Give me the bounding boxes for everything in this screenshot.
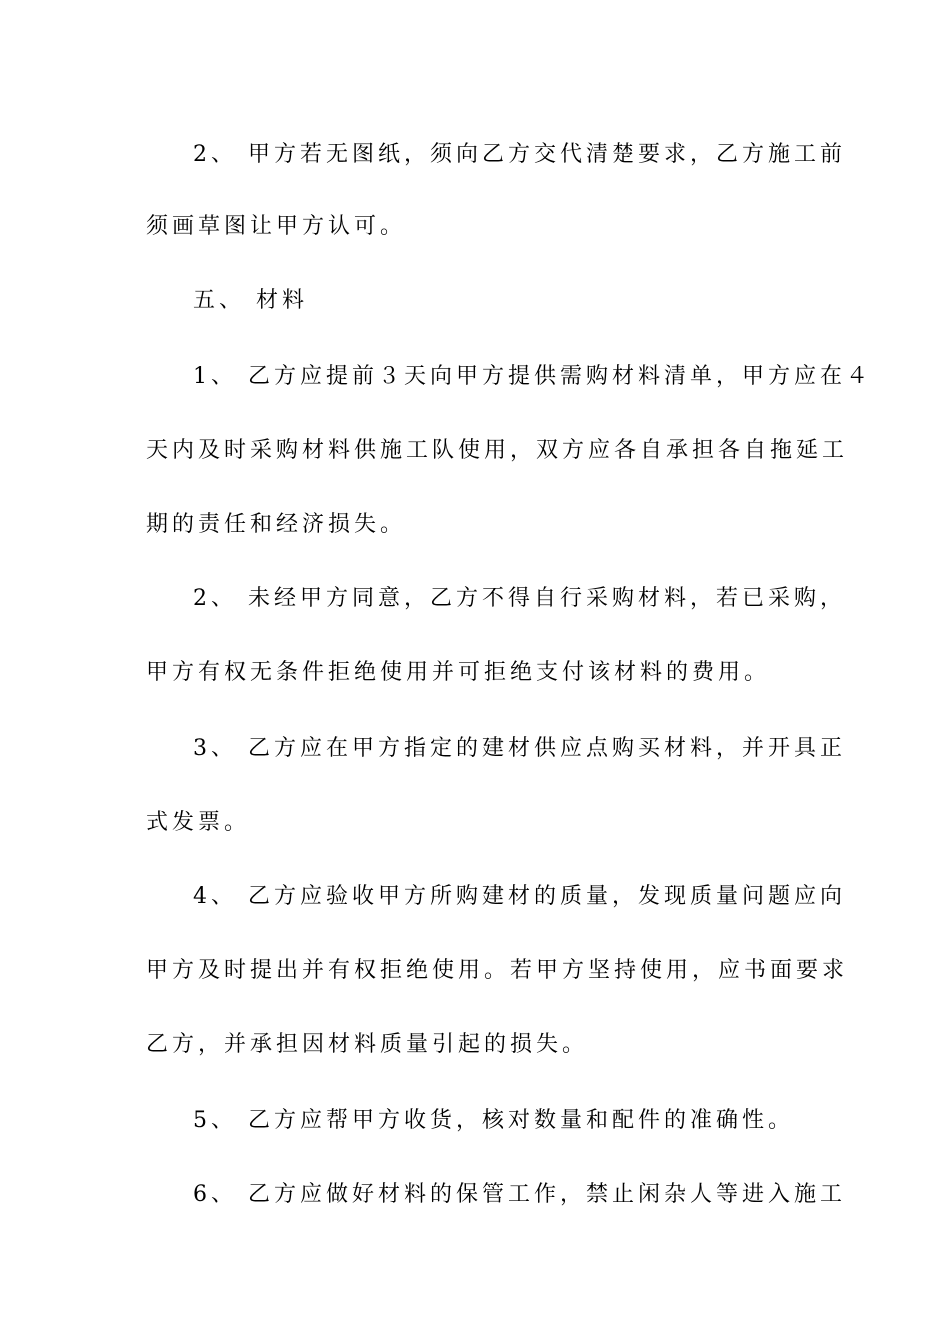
clause-5-6-line-1: 6、 乙方应做好材料的保管工作，禁止闲杂人等进入施工 [193,1182,846,1207]
clause-5-1-line-2: 天内及时采购材料供施工队使用，双方应各自承担各自拖延工 [146,438,849,463]
clause-5-4-line-2: 甲方及时提出并有权拒绝使用。若甲方坚持使用，应书面要求 [146,958,849,983]
clause-5-2-line-1: 2、 未经甲方同意，乙方不得自行采购材料，若已采购， [193,586,846,611]
clause-5-2-line-2: 甲方有权无条件拒绝使用并可拒绝支付该材料的费用。 [146,660,771,685]
clause-5-3-line-1: 3、 乙方应在甲方指定的建材供应点购买材料，并开具正 [193,736,846,761]
section-5-heading: 五、 材料 [193,288,308,313]
clause-5-1-line-3: 期的责任和经济损失。 [146,512,407,537]
clause-5-3-line-2: 式发票。 [146,810,251,835]
clause-5-4-line-3: 乙方，并承担因材料质量引起的损失。 [146,1032,589,1057]
clause-2-line-2: 须画草图让甲方认可。 [146,214,407,239]
clause-5-1-line-1: 1、 乙方应提前３天向甲方提供需购材料清单，甲方应在４ [193,364,872,389]
clause-2-line-1: 2、 甲方若无图纸，须向乙方交代清楚要求，乙方施工前 [193,142,846,167]
clause-5-5-line-1: 5、 乙方应帮甲方收货，核对数量和配件的准确性。 [193,1108,794,1133]
clause-5-4-line-1: 4、 乙方应验收甲方所购建材的质量，发现质量问题应向 [193,884,846,909]
